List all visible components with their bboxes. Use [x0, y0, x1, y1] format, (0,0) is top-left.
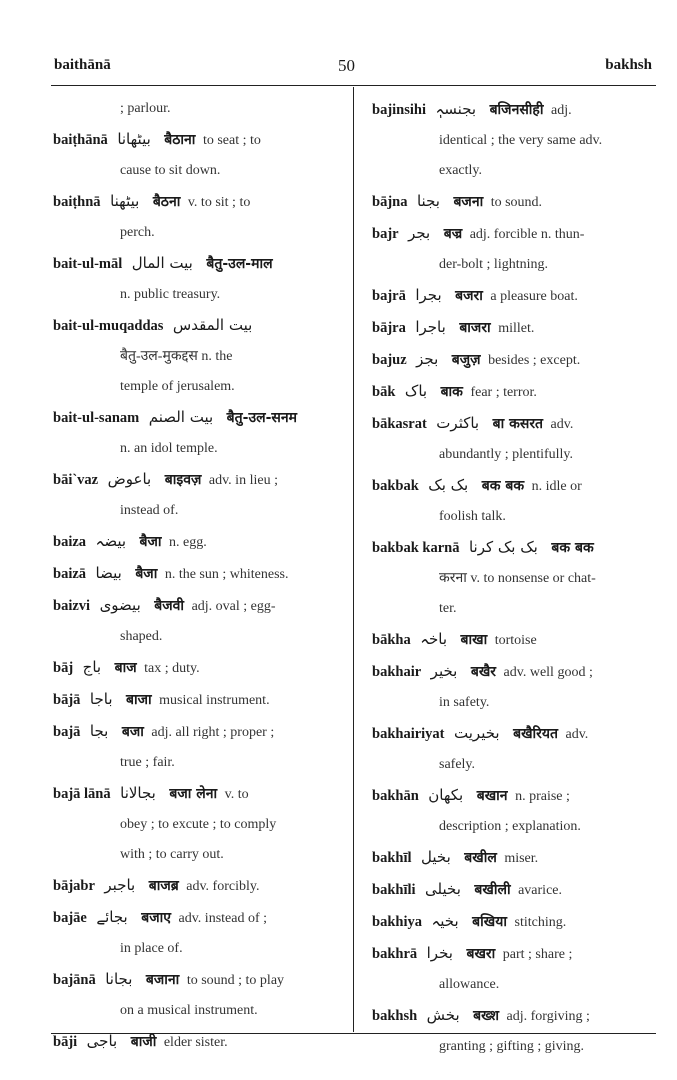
headword: bait-ul-sanam	[53, 410, 140, 426]
devanagari: बैजा	[135, 566, 158, 582]
entry-headline	[53, 464, 343, 496]
definition-continuation: shaped.	[120, 629, 163, 644]
entry-headline	[372, 186, 660, 218]
definition: musical instrument.	[159, 693, 270, 708]
entry-headline	[372, 842, 660, 874]
dictionary-entry	[53, 902, 343, 964]
entry-headline	[53, 310, 343, 342]
column-divider	[353, 87, 354, 1032]
dictionary-entry	[53, 652, 343, 684]
running-head-right: bakhsh	[605, 57, 652, 73]
headword: bājna	[372, 194, 408, 210]
arabic-script: بجائے	[96, 908, 128, 926]
devanagari: बाजब्र	[148, 878, 179, 894]
definition: n. idle or	[531, 479, 582, 494]
definition: ; parlour.	[120, 101, 171, 116]
entry-headline	[53, 186, 343, 218]
headword: bajā	[53, 724, 81, 740]
headword: bajāe	[53, 910, 87, 926]
devanagari: बक बक	[551, 540, 594, 556]
definition: adv. forcibly.	[186, 879, 260, 894]
headword: bakhsh	[372, 1008, 418, 1024]
headword: bāi`vaz	[53, 472, 99, 488]
definition: v. to sit ; to	[187, 195, 251, 210]
arabic-script: بیت المقدس	[172, 316, 253, 334]
definition: n. egg.	[169, 535, 207, 550]
entry-headline	[53, 684, 343, 716]
headword: bākasrat	[372, 416, 427, 432]
entry-headline	[372, 874, 660, 906]
definition: millet.	[498, 321, 535, 336]
definition-continuation: obey ; to excute ; to comply	[120, 817, 277, 832]
entry-headline	[53, 590, 343, 622]
devanagari: बखीली	[474, 882, 511, 898]
devanagari: बैतु-उल-सनम	[226, 410, 298, 426]
headword: bāj	[53, 660, 74, 676]
arabic-script: بجنسہٖ	[435, 100, 477, 118]
dictionary-entry	[372, 94, 660, 186]
devanagari: बजरा	[455, 288, 483, 304]
dictionary-entry	[53, 716, 343, 778]
headword: bākha	[372, 632, 411, 648]
devanagari: बाजरा	[459, 320, 491, 336]
entry-headline	[372, 532, 660, 564]
headword: bakbak	[372, 478, 419, 494]
definition: part ; share ;	[502, 947, 573, 962]
devanagari: बाजा	[126, 692, 152, 708]
devanagari: बाइवज़	[164, 472, 202, 488]
arabic-script: بجز	[416, 350, 439, 368]
dictionary-entry	[53, 248, 343, 310]
arabic-script: باخہ	[420, 630, 448, 648]
definition-continuation: n. public treasury.	[120, 287, 221, 302]
entry-headline	[372, 470, 660, 502]
headword: baizvi	[53, 598, 91, 614]
definition-continuation: बैतु-उल-मुकद्दस n. the	[120, 349, 233, 364]
headword: bāk	[372, 384, 396, 400]
headword: bajānā	[53, 972, 96, 988]
devanagari: बज्र	[443, 226, 463, 242]
entry-headline	[372, 312, 660, 344]
entry-headline	[53, 402, 343, 434]
devanagari: बैठाना	[164, 132, 196, 148]
arabic-script: باجی	[86, 1032, 118, 1050]
page-number: 50	[338, 56, 355, 75]
entry-headline	[372, 376, 660, 408]
arabic-script: بخیہ	[431, 912, 459, 930]
definition: stitching.	[514, 915, 567, 930]
devanagari: बखील	[464, 850, 497, 866]
headword: bajinsihi	[372, 102, 426, 118]
entry-headline	[53, 248, 343, 280]
headword: bakhān	[372, 788, 419, 804]
definition-continuation: true ; fair.	[120, 755, 175, 770]
dictionary-entry	[372, 218, 660, 280]
arabic-script: بیضہ	[95, 532, 127, 550]
headword: bajrā	[372, 288, 406, 304]
headword: baiṭhānā	[53, 132, 108, 148]
definition: adv. well good ;	[503, 665, 593, 680]
arabic-script: باجبر	[104, 876, 136, 894]
headword: bakhrā	[372, 946, 418, 962]
definition-continuation: ter.	[439, 601, 457, 616]
definition-continuation: abundantly ; plentifully.	[439, 447, 574, 462]
arabic-script: باجا	[89, 690, 113, 708]
arabic-script: بخیلی	[425, 880, 461, 898]
definition: adj. all right ; proper ;	[151, 725, 275, 740]
dictionary-entry	[53, 1026, 343, 1058]
dictionary-entry	[53, 964, 343, 1026]
dictionary-entry	[372, 906, 660, 938]
definition: fear ; terror.	[470, 385, 537, 400]
dictionary-entry	[53, 870, 343, 902]
headword: baiza	[53, 534, 87, 550]
definition-continuation: with ; to carry out.	[120, 847, 224, 862]
devanagari: बखिया	[472, 914, 507, 930]
devanagari: बजा	[121, 724, 144, 740]
definition-continuation: foolish talk.	[439, 509, 506, 524]
definition: n. the sun ; whiteness.	[164, 567, 289, 582]
left-column	[53, 94, 343, 1058]
definition: adv. in lieu ;	[208, 473, 278, 488]
entry-headline	[53, 652, 343, 684]
arabic-script: باجرا	[415, 318, 446, 336]
arabic-script: باعوض	[107, 470, 152, 488]
headword: bakbak karnā	[372, 540, 460, 556]
entry-headline	[53, 870, 343, 902]
dictionary-entry	[372, 344, 660, 376]
entry-headline	[372, 280, 660, 312]
entry-headline	[372, 408, 660, 440]
dictionary-entry	[53, 310, 343, 402]
arabic-script: بک بک کرنا	[468, 538, 538, 556]
definition: besides ; except.	[488, 353, 581, 368]
dictionary-entry	[53, 94, 343, 124]
entry-headline	[372, 906, 660, 938]
devanagari: बजिनसीही	[489, 102, 544, 118]
dictionary-entry	[372, 780, 660, 842]
arabic-script: بیٹھانا	[117, 130, 151, 148]
devanagari: बा कसरत	[492, 416, 544, 432]
arabic-script: بجالانا	[120, 784, 156, 802]
devanagari: बैजा	[139, 534, 162, 550]
arabic-script: بجنا	[416, 192, 440, 210]
dictionary-entry	[372, 532, 660, 624]
devanagari: बाजी	[130, 1034, 157, 1050]
dictionary-entry	[53, 684, 343, 716]
entry-headline	[372, 1000, 660, 1032]
arabic-script: باج	[82, 658, 102, 676]
definition-continuation: on a musical instrument.	[120, 1003, 258, 1018]
headword: bakhair	[372, 664, 422, 680]
definition: v. to	[224, 787, 249, 802]
right-column	[372, 94, 660, 1062]
devanagari: बैतु-उल-माल	[206, 256, 273, 272]
definition: elder sister.	[163, 1035, 228, 1050]
entry-headline	[372, 780, 660, 812]
definition-continuation: description ; explanation.	[439, 819, 581, 834]
entry-headline	[53, 778, 343, 810]
definition-continuation: perch.	[120, 225, 155, 240]
definition-continuation: granting ; gifting ; giving.	[439, 1039, 585, 1054]
dictionary-entry	[372, 470, 660, 532]
entry-headline	[372, 718, 660, 750]
dictionary-entry	[372, 718, 660, 780]
arabic-script: باکثرت	[436, 414, 480, 432]
definition: adv.	[550, 417, 574, 432]
devanagari: बाखा	[460, 632, 488, 648]
definition: adv.	[565, 727, 589, 742]
arabic-script: بیضوی	[99, 596, 141, 614]
headword: bajā lānā	[53, 786, 111, 802]
entry-headline	[372, 656, 660, 688]
arabic-script: بخش	[426, 1006, 460, 1024]
entry-headline	[372, 94, 660, 126]
headword: baiṭhnā	[53, 194, 101, 210]
definition-continuation: करना v. to nonsense or chat-	[439, 571, 596, 586]
header-rule	[51, 85, 656, 86]
devanagari: बजाए	[141, 910, 171, 926]
arabic-script: بجر	[408, 224, 431, 242]
headword: bājabr	[53, 878, 95, 894]
dictionary-entry	[53, 186, 343, 248]
arabic-script: بخیل	[421, 848, 451, 866]
devanagari: बखान	[476, 788, 508, 804]
entry-headline	[53, 526, 343, 558]
running-head-left: baithānā	[54, 57, 111, 73]
dictionary-entry	[53, 590, 343, 652]
definition-continuation: in safety.	[439, 695, 490, 710]
devanagari: बख्श	[473, 1008, 500, 1024]
devanagari: बखैर	[470, 664, 497, 680]
entry-headline	[372, 938, 660, 970]
dictionary-entry	[53, 558, 343, 590]
headword: bājā	[53, 692, 81, 708]
arabic-script: بیت المال	[131, 254, 193, 272]
dictionary-entry	[53, 402, 343, 464]
entry-headline	[53, 964, 343, 996]
arabic-script: بجانا	[105, 970, 133, 988]
dictionary-entry	[53, 526, 343, 558]
definition: to sound.	[490, 195, 543, 210]
dictionary-entry	[372, 874, 660, 906]
devanagari: बैठना	[152, 194, 181, 210]
definition: adj. oval ; egg-	[191, 599, 276, 614]
arabic-script: بخرا	[426, 944, 453, 962]
headword: bait-ul-māl	[53, 256, 123, 272]
headword: bakhiya	[372, 914, 422, 930]
entry-headline	[53, 124, 343, 156]
definition: to seat ; to	[202, 133, 261, 148]
definition: adj.	[551, 103, 572, 118]
arabic-script: باک	[404, 382, 428, 400]
arabic-script: بیضا	[95, 564, 122, 582]
headword: baizā	[53, 566, 87, 582]
arabic-script: بکھان	[428, 786, 464, 804]
devanagari: बजुज़	[451, 352, 481, 368]
definition-continuation: cause to sit down.	[120, 163, 221, 178]
devanagari: बखरा	[466, 946, 496, 962]
headword: bakhīli	[372, 882, 416, 898]
dictionary-entry	[53, 464, 343, 526]
devanagari: बजा लेना	[169, 786, 218, 802]
dictionary-entry	[372, 408, 660, 470]
arabic-script: بیت الصنم	[148, 408, 214, 426]
headword: bajr	[372, 226, 399, 242]
dictionary-entry	[372, 280, 660, 312]
devanagari: बाज	[114, 660, 137, 676]
headword: bājra	[372, 320, 406, 336]
entry-headline	[372, 624, 660, 656]
dictionary-entry	[53, 124, 343, 186]
entry-headline	[372, 344, 660, 376]
arabic-script: بخیر	[430, 662, 458, 680]
definition: a pleasure boat.	[490, 289, 578, 304]
definition: tax ; duty.	[144, 661, 200, 676]
dictionary-entry	[372, 938, 660, 1000]
definition-continuation: n. an idol temple.	[120, 441, 218, 456]
devanagari: बक बक	[481, 478, 525, 494]
headword: bajuz	[372, 352, 407, 368]
entry-headline	[53, 558, 343, 590]
entry-headline	[53, 94, 343, 124]
definition-continuation: in place of.	[120, 941, 183, 956]
definition: n. praise ;	[515, 789, 570, 804]
dictionary-entry	[372, 312, 660, 344]
entry-headline	[53, 1026, 343, 1058]
devanagari: बजना	[453, 194, 484, 210]
devanagari: बाक	[440, 384, 463, 400]
definition: to sound ; to play	[186, 973, 285, 988]
devanagari: बखैरियत	[513, 726, 558, 742]
dictionary-entry	[372, 842, 660, 874]
dictionary-entry	[372, 1000, 660, 1062]
definition-continuation: exactly.	[439, 163, 483, 178]
arabic-script: بخیریت	[454, 724, 500, 742]
definition-continuation: allowance.	[439, 977, 500, 992]
dictionary-entry	[372, 656, 660, 718]
headword: bāji	[53, 1034, 78, 1050]
dictionary-entry	[372, 186, 660, 218]
definition: avarice.	[518, 883, 563, 898]
entry-headline	[53, 902, 343, 934]
dictionary-entry	[372, 624, 660, 656]
arabic-script: بجا	[89, 722, 109, 740]
definition: adj. forgiving ;	[506, 1009, 590, 1024]
definition-continuation: temple of jerusalem.	[120, 379, 235, 394]
arabic-script: بجرا	[415, 286, 442, 304]
arabic-script: بیٹھنا	[110, 192, 140, 210]
devanagari: बैजवी	[154, 598, 185, 614]
definition-continuation: safely.	[439, 757, 476, 772]
dictionary-entry	[53, 778, 343, 870]
definition: adj. forcible n. thun-	[469, 227, 585, 242]
definition-continuation: instead of.	[120, 503, 179, 518]
definition-continuation: identical ; the very same adv.	[439, 133, 603, 148]
arabic-script: بک بک	[428, 476, 469, 494]
entry-headline	[372, 218, 660, 250]
definition: tortoise	[494, 633, 537, 648]
headword: bakhairiyat	[372, 726, 445, 742]
entry-headline	[53, 716, 343, 748]
headword: bait-ul-muqaddas	[53, 318, 164, 334]
dictionary-entry	[372, 376, 660, 408]
devanagari: बजाना	[145, 972, 180, 988]
definition: miser.	[504, 851, 539, 866]
headword: bakhīl	[372, 850, 412, 866]
definition-continuation: der-bolt ; lightning.	[439, 257, 548, 272]
definition: adv. instead of ;	[178, 911, 268, 926]
